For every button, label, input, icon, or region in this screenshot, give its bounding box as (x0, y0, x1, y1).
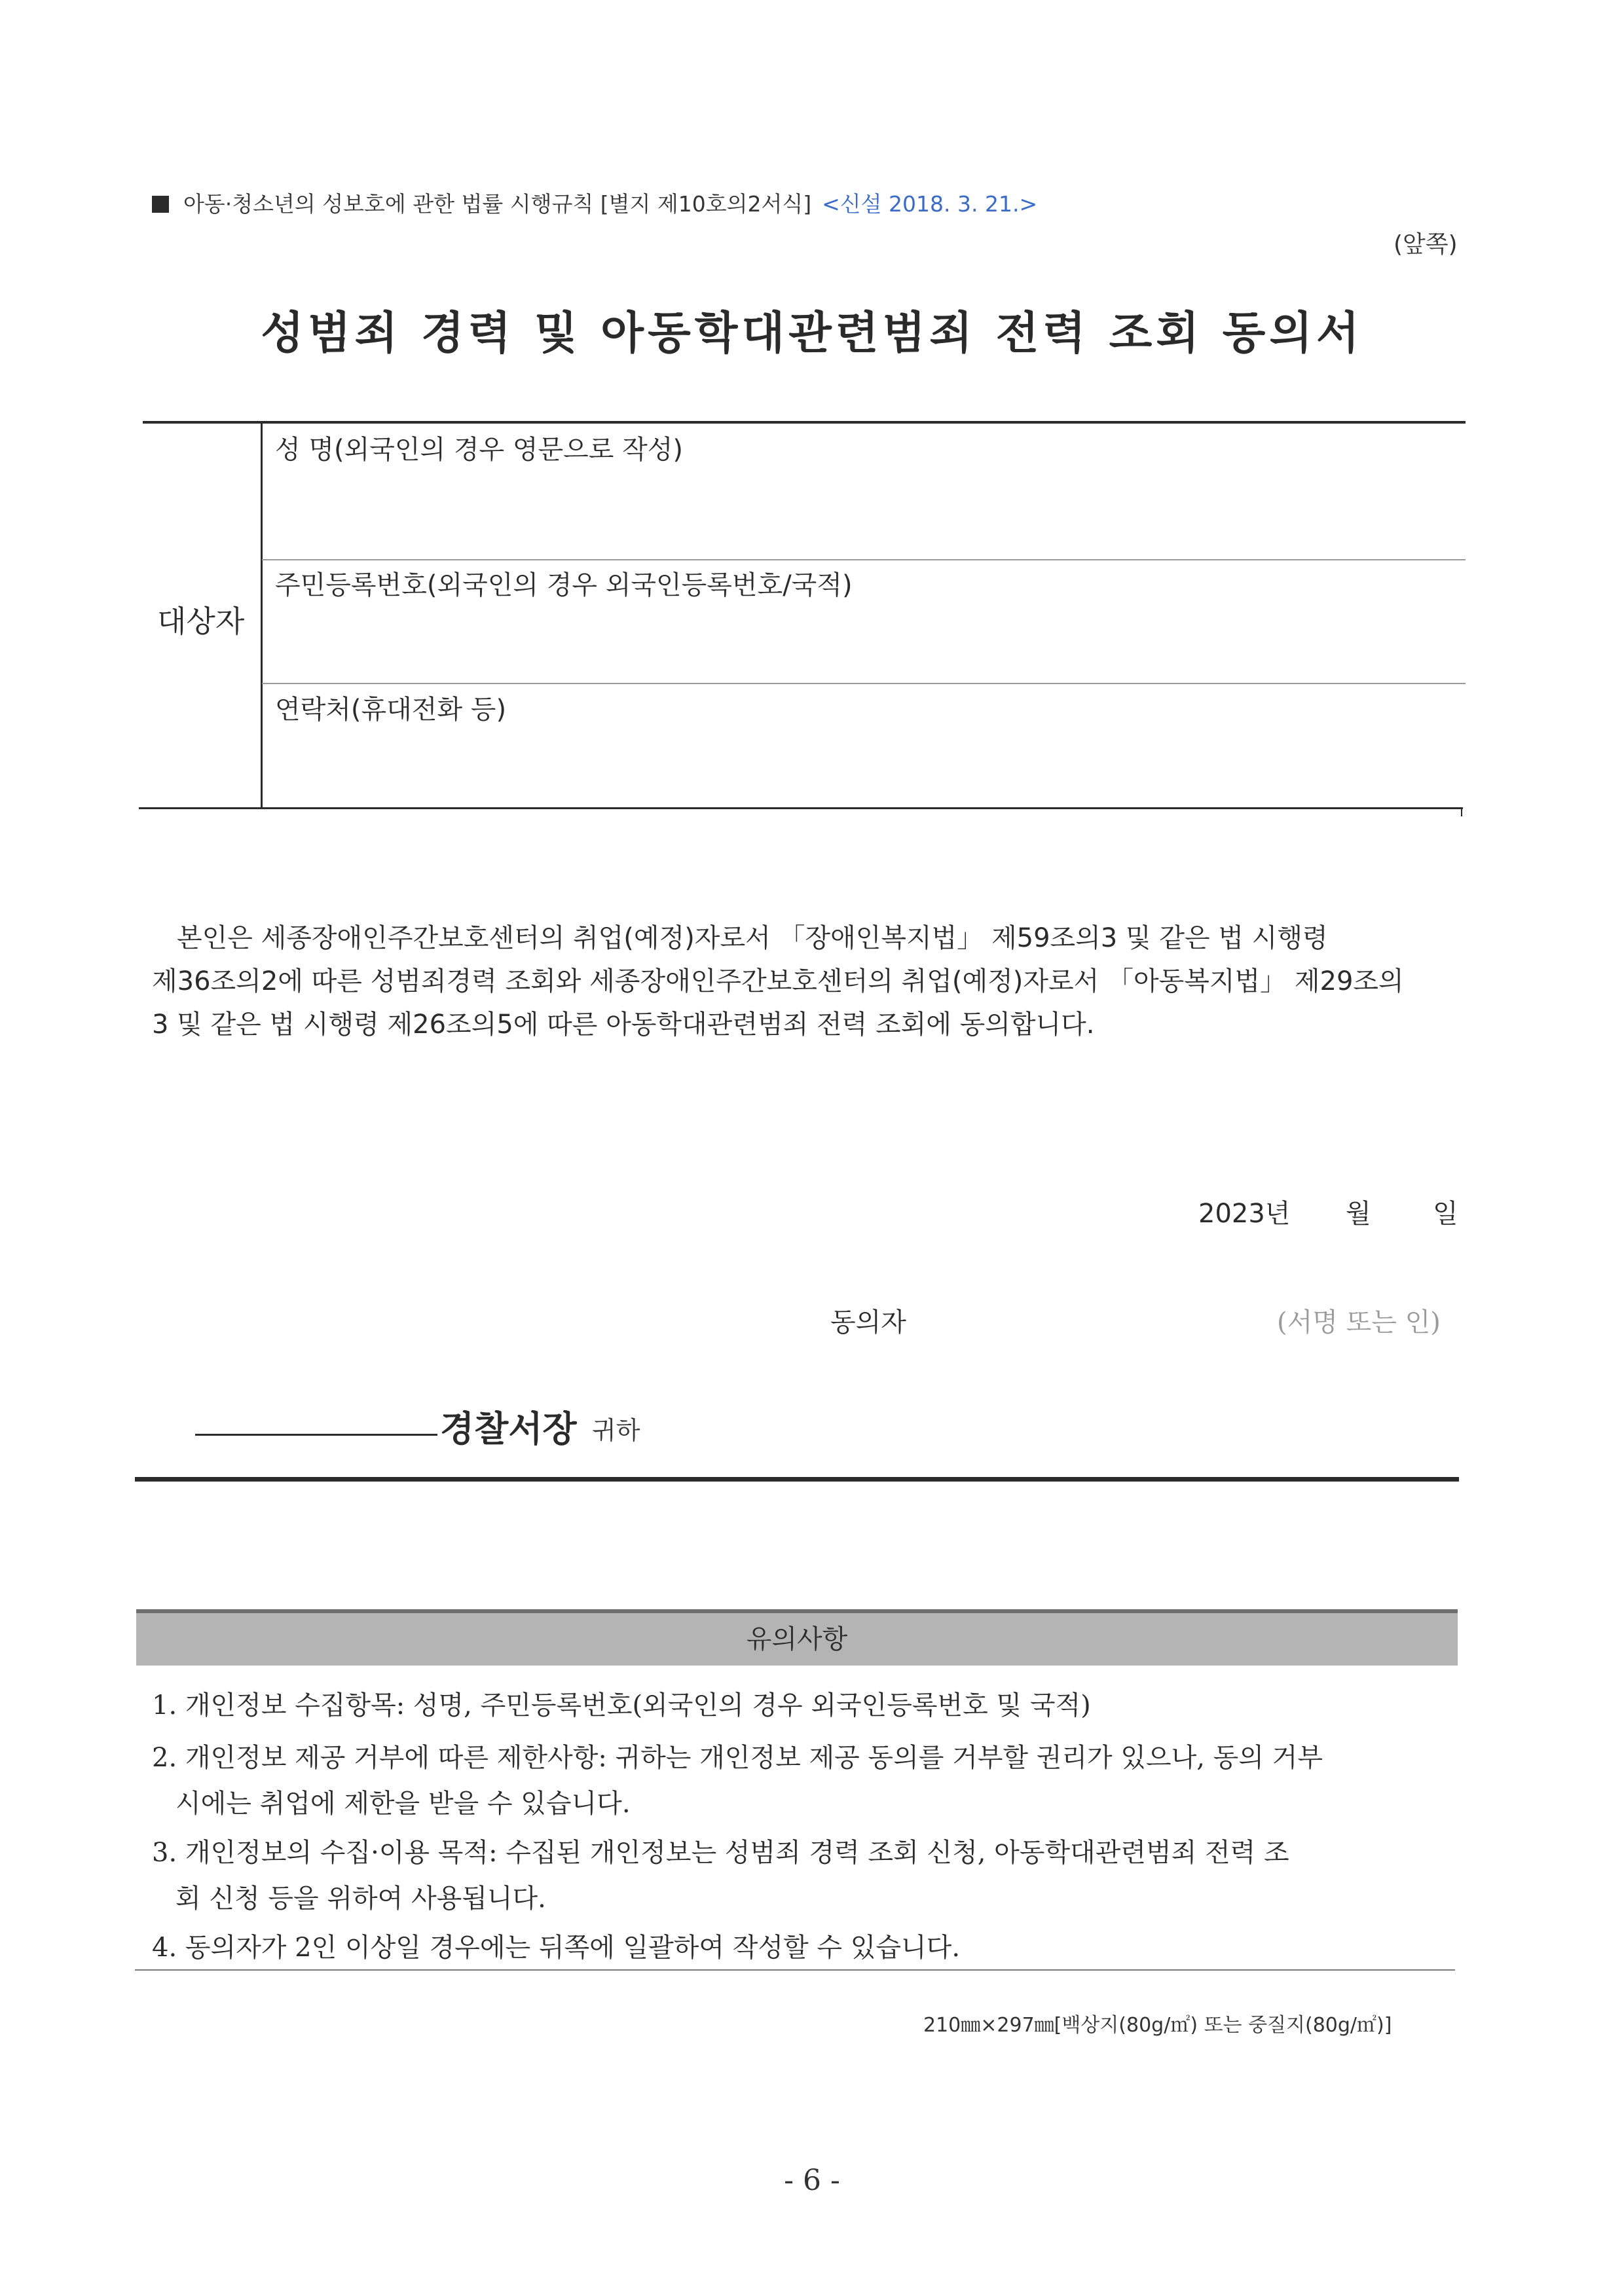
table-corner-tick (1461, 807, 1462, 816)
target-label: 대상자 (157, 604, 245, 639)
name-field-label: 성 명(외국인의 경우 영문으로 작성) (275, 435, 684, 465)
notes-bottom-border (135, 1969, 1455, 1971)
date-day[interactable]: 일 (1433, 1199, 1458, 1229)
form-reference-text: 아동·청소년의 성보호에 관한 법률 시행규칙 [별지 제10호의2서식] (183, 191, 812, 217)
row-divider (262, 559, 1466, 560)
note-item (152, 1735, 1455, 1827)
note-text: 3. 개인정보의 수집·이용 목적: 수집된 개인정보는 성범죄 경력 조회 신청, 아동학대관련범죄 전력 조 (152, 1838, 1289, 1868)
consenter-label: 동의자 (830, 1307, 906, 1338)
statement-line: 제36조의2에 따른 성범죄경력 조회와 세종장애인주간보호센터의 취업(예정)자로서 「아동복지법」 제29조의 (152, 966, 1404, 996)
statement-line: 본인은 세종장애인주간보호센터의 취업(예정)자로서 「장애인복지법」 제59조의3 및 같은 법 시행령 (177, 923, 1328, 953)
note-continuation: 시에는 취업에 제한을 받을 수 있습니다. (175, 1789, 631, 1819)
section-divider (135, 1477, 1459, 1482)
notes-heading: 유의사항 (136, 1609, 1458, 1666)
note-text: 4. 동의자가 2인 이상일 경우에는 뒤쪽에 일괄하여 작성할 수 있습니다. (152, 1933, 961, 1963)
note-continuation: 회 신청 등을 위하여 사용됩니다. (175, 1884, 546, 1914)
signature-field[interactable]: (서명 또는 인) (1277, 1307, 1441, 1338)
page-side-label: (앞쪽) (1393, 231, 1458, 258)
table-bottom-border (139, 807, 1463, 809)
revision-note: <신설 2018. 3. 21.> (822, 191, 1038, 217)
table-top-border (143, 421, 1466, 424)
note-item (152, 1683, 1455, 1728)
square-bullet-icon (152, 196, 169, 213)
contact-field-label: 연락처(휴대전화 등) (275, 695, 507, 725)
name-field[interactable] (275, 478, 1454, 550)
recipient-station: 경찰서장 (440, 1408, 577, 1449)
resident-number-field-label: 주민등록번호(외국인의 경우 외국인등록번호/국적) (275, 570, 853, 600)
form-reference (152, 187, 1037, 218)
resident-number-field[interactable] (275, 609, 1454, 674)
note-item (152, 1925, 1455, 1971)
row-divider (262, 683, 1466, 684)
contact-field[interactable] (275, 733, 1454, 799)
page-number: - 6 - (784, 2164, 840, 2197)
date-year: 2023년 (1198, 1199, 1291, 1229)
police-station-blank[interactable] (195, 1434, 437, 1436)
note-text: 1. 개인정보 수집항목: 성명, 주민등록번호(외국인의 경우 외국인등록번호 및 국적) (152, 1690, 1091, 1721)
recipient-honorific: 귀하 (592, 1416, 640, 1445)
consent-statement (152, 917, 1462, 1046)
paper-spec: 210㎜×297㎜[백상지(80g/㎡) 또는 중질지(80g/㎡)] (923, 2014, 1392, 2037)
date-month[interactable]: 월 (1346, 1199, 1371, 1229)
note-item (152, 1830, 1455, 1922)
page-title: 성범죄 경력 및 아동학대관련범죄 전력 조회 동의서 (261, 308, 1363, 359)
statement-line: 3 및 같은 법 시행령 제26조의5에 따른 아동학대관련범죄 전력 조회에 동의합니다. (152, 1010, 1095, 1040)
note-text: 2. 개인정보 제공 거부에 따른 제한사항: 귀하는 개인정보 제공 동의를 거부할 권리가 있으나, 동의 거부 (152, 1743, 1323, 1773)
table-column-divider (261, 422, 263, 807)
